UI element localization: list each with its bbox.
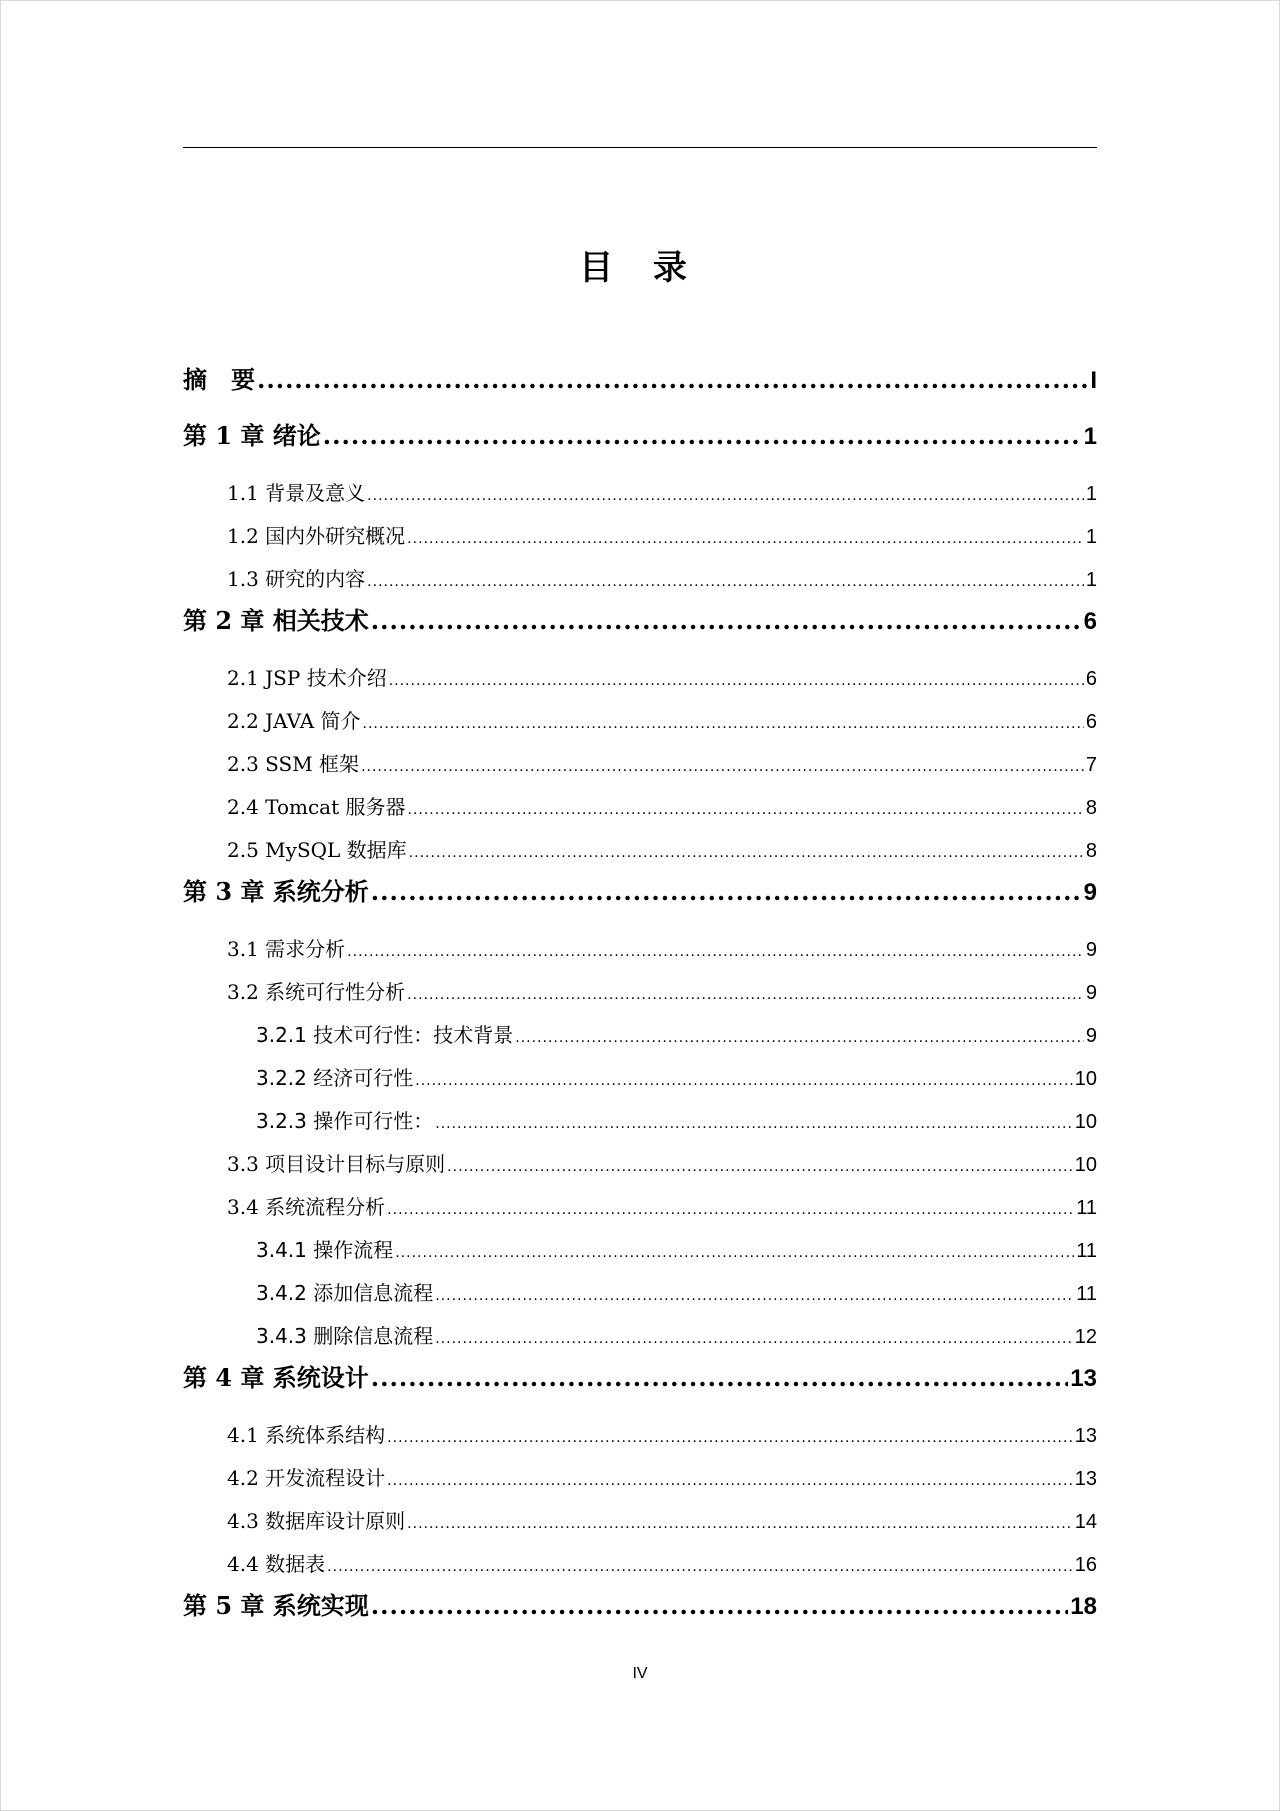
toc-dot-leader	[371, 604, 1082, 638]
toc-entry-chapter-2[interactable]	[183, 604, 1097, 638]
toc-dot-leader	[371, 1361, 1069, 1395]
toc-entry-label: 3.2 系统可行性分析	[227, 980, 406, 1004]
toc-entry-chapter-4[interactable]	[183, 1361, 1097, 1395]
toc-entry-2-4[interactable]	[227, 792, 1097, 822]
toc-dot-leader	[407, 795, 1083, 825]
toc-entry-3-4-2[interactable]	[256, 1278, 1097, 1308]
toc-entry-label: 第 4 章 系统设计	[183, 1363, 369, 1392]
toc-entry-page: 8	[1085, 840, 1097, 862]
toc-entry-page: 6	[1085, 711, 1097, 733]
toc-entry-label: 1.1 背景及意义	[227, 481, 366, 505]
toc-entry-label: 3.4.1 操作流程	[256, 1238, 394, 1262]
toc-entry-label: 3.3 项目设计目标与原则	[227, 1152, 446, 1176]
toc-entry-label: 1.3 研究的内容	[227, 567, 366, 591]
toc-entry-page: I	[1090, 367, 1097, 394]
toc-entry-chapter-5[interactable]	[183, 1589, 1097, 1623]
toc-entry-2-3[interactable]	[227, 749, 1097, 779]
toc-entry-label: 2.1 JSP 技术介绍	[227, 666, 387, 690]
toc-entry-label: 3.2.1 技术可行性：技术背景	[256, 1023, 514, 1047]
toc-dot-leader	[387, 1195, 1074, 1225]
toc-entry-label: 3.1 需求分析	[227, 937, 346, 961]
toc-dot-leader	[327, 1552, 1073, 1582]
toc-entry-label: 4.2 开发流程设计	[227, 1466, 386, 1490]
toc-entry-label: 第 3 章 系统分析	[183, 877, 369, 906]
toc-entry-chapter-3[interactable]	[183, 875, 1097, 909]
toc-entry-3-2-1[interactable]	[256, 1020, 1097, 1050]
toc-dot-leader	[515, 1023, 1084, 1053]
toc-entry-label: 2.2 JAVA 简介	[227, 709, 361, 733]
toc-dot-leader	[363, 709, 1084, 739]
toc-entry-label: 第 1 章 绪论	[183, 421, 321, 450]
toc-dot-leader	[387, 1423, 1073, 1453]
toc-entry-page: 11	[1076, 1197, 1097, 1219]
toc-entry-2-2[interactable]	[227, 706, 1097, 736]
toc-entry-page: 9	[1083, 879, 1097, 906]
toc-dot-leader	[367, 481, 1084, 511]
toc-entry-page: 6	[1085, 668, 1097, 690]
toc-dot-leader	[435, 1281, 1074, 1311]
toc-dot-leader	[447, 1152, 1073, 1182]
toc-entry-page: 10	[1074, 1154, 1097, 1176]
toc-entry-page: 9	[1085, 1025, 1097, 1047]
toc-entry-label: 3.4 系统流程分析	[227, 1195, 386, 1219]
toc-entry-4-3[interactable]	[227, 1506, 1097, 1536]
toc-entry-page: 13	[1074, 1425, 1097, 1447]
toc-entry-label: 2.3 SSM 框架	[227, 752, 360, 776]
toc-entry-3-4[interactable]	[227, 1192, 1097, 1222]
toc-dot-leader	[395, 1238, 1074, 1268]
toc-entry-label: 3.2.2 经济可行性	[256, 1066, 414, 1090]
toc-entry-label: 4.3 数据库设计原则	[227, 1509, 406, 1533]
toc-dot-leader	[415, 1066, 1073, 1096]
toc-dot-leader	[367, 567, 1084, 597]
toc-dot-leader	[371, 875, 1082, 909]
toc-entry-page: 9	[1085, 939, 1097, 961]
toc-entry-3-3[interactable]	[227, 1149, 1097, 1179]
toc-entry-1-3[interactable]	[227, 564, 1097, 594]
toc-entry-4-4[interactable]	[227, 1549, 1097, 1579]
toc-entry-3-2-3[interactable]	[256, 1106, 1097, 1136]
toc-entry-label: 2.5 MySQL 数据库	[227, 838, 407, 862]
toc-entry-label: 4.4 数据表	[227, 1552, 326, 1576]
toc-entry-2-5[interactable]	[227, 835, 1097, 865]
toc-entry-page: 6	[1083, 608, 1097, 635]
toc-entry-label: 4.1 系统体系结构	[227, 1423, 386, 1447]
toc-entry-page: 10	[1074, 1068, 1097, 1090]
toc-entry-2-1[interactable]	[227, 663, 1097, 693]
toc-entry-page: 9	[1085, 982, 1097, 1004]
toc-entry-label: 3.2.3 操作可行性：	[256, 1109, 434, 1133]
toc-entry-4-2[interactable]	[227, 1463, 1097, 1493]
toc-dot-leader	[257, 363, 1088, 397]
toc-dot-leader	[407, 524, 1084, 554]
toc-entry-label: 第 5 章 系统实现	[183, 1591, 369, 1620]
toc-entry-4-1[interactable]	[227, 1420, 1097, 1450]
toc-entry-page: 1	[1085, 483, 1097, 505]
toc-entry-page: 1	[1083, 423, 1097, 450]
toc-dot-leader	[435, 1324, 1073, 1354]
toc-entry-page: 1	[1085, 526, 1097, 548]
toc-entry-label: 2.4 Tomcat 服务器	[227, 795, 406, 819]
toc-title: 目 录	[579, 248, 701, 288]
toc-entry-chapter-1[interactable]	[183, 419, 1097, 453]
toc-dot-leader	[371, 1589, 1069, 1623]
toc-dot-leader	[361, 752, 1084, 782]
toc-entry-label: 1.2 国内外研究概况	[227, 524, 406, 548]
toc-entry-page: 13	[1074, 1468, 1097, 1490]
toc-entry-page: 8	[1085, 797, 1097, 819]
toc-entry-page: 14	[1074, 1511, 1097, 1533]
toc-entry-3-1[interactable]	[227, 934, 1097, 964]
toc-dot-leader	[347, 937, 1084, 967]
toc-entry-page: 16	[1074, 1554, 1097, 1576]
toc-dot-leader	[407, 1509, 1073, 1539]
toc-entry-3-4-3[interactable]	[256, 1321, 1097, 1351]
toc-entry-page: 7	[1085, 754, 1097, 776]
toc-dot-leader	[323, 419, 1082, 453]
toc-entry-label: 3.4.3 删除信息流程	[256, 1324, 434, 1348]
toc-entry-label: 摘 要	[183, 365, 255, 394]
toc-entry-page: 11	[1076, 1240, 1097, 1262]
toc-entry-page: 18	[1070, 1593, 1097, 1620]
toc-entry-3-2-2[interactable]	[256, 1063, 1097, 1093]
toc-entry-3-4-1[interactable]	[256, 1235, 1097, 1265]
toc-entry-label: 第 2 章 相关技术	[183, 606, 369, 635]
toc-entry-page: 10	[1074, 1111, 1097, 1133]
toc-dot-leader	[389, 666, 1084, 696]
toc-entry-abstract[interactable]	[183, 363, 1097, 397]
toc-entry-1-1[interactable]	[227, 478, 1097, 508]
toc-entry-label: 3.4.2 添加信息流程	[256, 1281, 434, 1305]
toc-entry-page: 11	[1076, 1283, 1097, 1305]
toc-entry-page: 13	[1070, 1365, 1097, 1392]
toc-dot-leader	[407, 980, 1084, 1010]
toc-entry-page: 1	[1085, 569, 1097, 591]
toc-entry-3-2[interactable]	[227, 977, 1097, 1007]
toc-entry-1-2[interactable]	[227, 521, 1097, 551]
toc-dot-leader	[409, 838, 1084, 868]
toc-entry-page: 12	[1074, 1326, 1097, 1348]
toc-dot-leader	[435, 1109, 1073, 1139]
header-rule	[183, 147, 1097, 148]
toc-dot-leader	[387, 1466, 1073, 1496]
footer-page-number: IV	[632, 1665, 648, 1682]
